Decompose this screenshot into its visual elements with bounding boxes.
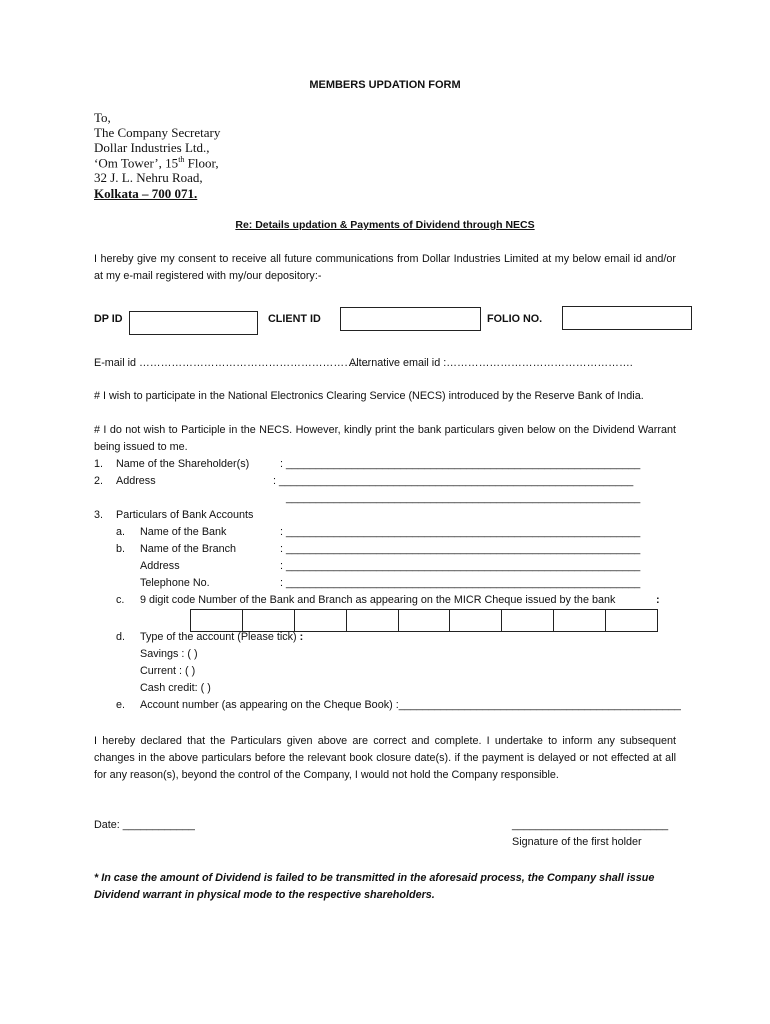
- address-line-1: The Company Secretary: [94, 125, 221, 140]
- branch-address-label: Address: [140, 560, 180, 572]
- branch-name-label: Name of the Branch: [140, 543, 237, 555]
- address-line-3-pre: ‘Om Tower’, 15: [94, 155, 179, 171]
- necs-opt-in: # I wish to participate in the National Electronics Clearing Service (NECS) introduced by the Reserve Bank of India.: [94, 390, 644, 402]
- address-to: To,: [94, 110, 111, 125]
- micr-digit-box[interactable]: [554, 610, 606, 631]
- date-field[interactable]: Date: ____________: [94, 819, 195, 831]
- micr-digit-box[interactable]: [191, 610, 243, 631]
- micr-digit-box[interactable]: [243, 610, 295, 631]
- account-type-text: Type of the account (Please tick): [140, 631, 297, 643]
- shareholder-name-label: Name of the Shareholder(s): [116, 458, 250, 470]
- address-line-5: Kolkata – 700 071.: [94, 186, 198, 201]
- account-type-label: [140, 631, 303, 643]
- subject-line: Re: Details updation & Payments of Dividend through NECS: [235, 219, 535, 231]
- address-line-3: [94, 155, 219, 171]
- bank-particulars-label: Particulars of Bank Accounts: [116, 509, 254, 521]
- bank-name-field[interactable]: : ___________________________________________________________: [280, 526, 641, 538]
- dp-id-field[interactable]: [129, 311, 258, 335]
- item-b-letter: b.: [116, 543, 126, 555]
- micr-digit-box[interactable]: [502, 610, 554, 631]
- declaration-paragraph: I hereby declared that the Particulars given above are correct and complete. I undertake to inform any subsequent changes in the above particulars before the relevant book closure date(s). if the payment is delayed or not effected at all for any reason(s), beyond the control of the Company, I would not hold the Company responsible.: [94, 735, 676, 781]
- folio-no-label: FOLIO NO.: [487, 313, 543, 325]
- item-1-number: 1.: [94, 458, 104, 470]
- account-number-field[interactable]: Account number (as appearing on the Cheque Book) :_______________________________________________: [140, 699, 681, 711]
- form-title: MEMBERS UPDATION FORM: [309, 79, 461, 91]
- micr-digit-box[interactable]: [606, 610, 657, 631]
- alternative-email-field[interactable]: Alternative email id :…………………………………………….: [349, 357, 633, 369]
- address-line-3-sup: th: [178, 155, 185, 164]
- micr-label: 9 digit code Number of the Bank and Branch as appearing on the MICR Cheque issued by the bank: [140, 594, 616, 606]
- micr-digit-box[interactable]: [347, 610, 399, 631]
- shareholder-name-field[interactable]: : ___________________________________________________________: [280, 458, 641, 470]
- micr-digit-box[interactable]: [295, 610, 347, 631]
- micr-code-boxes: [190, 609, 658, 632]
- micr-digit-box[interactable]: [399, 610, 451, 631]
- client-id-field[interactable]: [340, 307, 481, 331]
- address-field-line-1[interactable]: : ___________________________________________________________: [273, 475, 634, 487]
- savings-checkbox[interactable]: Savings : ( ): [140, 648, 198, 660]
- consent-paragraph: I hereby give my consent to receive all future communications from Dollar Industries Limited at my below email id and/or at my e-mail registered with my/our depository:-: [94, 253, 676, 282]
- folio-no-field[interactable]: [562, 306, 692, 330]
- address-line-4: 32 J. L. Nehru Road,: [94, 170, 203, 185]
- dp-id-label: DP ID: [94, 313, 123, 325]
- micr-digit-box[interactable]: [450, 610, 502, 631]
- branch-name-field[interactable]: : ___________________________________________________________: [280, 543, 641, 555]
- address-line-3-post: Floor,: [184, 155, 219, 171]
- micr-colon: :: [656, 594, 660, 606]
- cash-credit-checkbox[interactable]: Cash credit: ( ): [140, 682, 211, 694]
- item-2-number: 2.: [94, 475, 104, 487]
- address-line-2: Dollar Industries Ltd.,: [94, 140, 210, 155]
- branch-address-field[interactable]: : ___________________________________________________________: [280, 560, 641, 572]
- item-c-letter: c.: [116, 594, 125, 606]
- item-a-letter: a.: [116, 526, 126, 538]
- client-id-label: CLIENT ID: [268, 313, 321, 325]
- dividend-note: * In case the amount of Dividend is failed to be transmitted in the aforesaid process, the Company shall issue Dividend warrant in physical mode to the respective shareholders.: [94, 872, 655, 901]
- signature-line[interactable]: __________________________: [512, 819, 669, 831]
- necs-opt-out: # I do not wish to Participle in the NECS. However, kindly print the bank particulars given below on the Dividend Warrant being issued to me.: [94, 424, 676, 453]
- account-type-colon: :: [299, 631, 304, 643]
- email-field[interactable]: E-mail id ……………………………………………………….: [94, 357, 369, 369]
- signature-label: Signature of the first holder: [512, 836, 642, 848]
- telephone-label: Telephone No.: [140, 577, 210, 589]
- bank-name-label: Name of the Bank: [140, 526, 227, 538]
- item-3-number: 3.: [94, 509, 104, 521]
- item-e-letter: e.: [116, 699, 126, 711]
- address-label: Address: [116, 475, 156, 487]
- item-d-letter: d.: [116, 631, 126, 643]
- telephone-field[interactable]: : ___________________________________________________________: [280, 577, 641, 589]
- address-field-line-2[interactable]: ___________________________________________________________: [286, 492, 641, 504]
- current-checkbox[interactable]: Current : ( ): [140, 665, 196, 677]
